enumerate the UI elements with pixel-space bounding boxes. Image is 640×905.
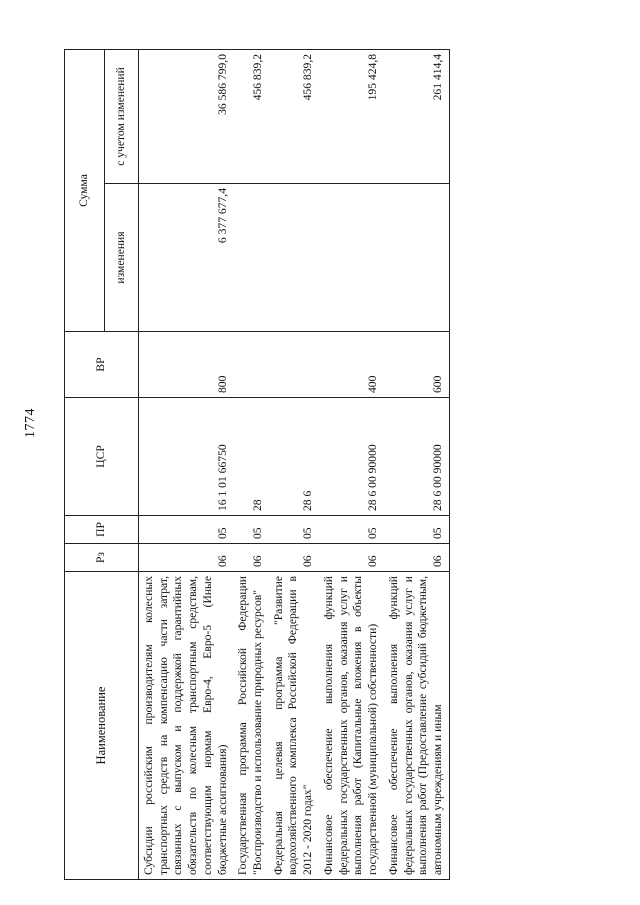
row-pr: 05 <box>233 516 268 544</box>
row-vr: 800 <box>139 332 234 398</box>
table-row <box>139 49 234 879</box>
row-change <box>233 184 268 332</box>
row-name: Федеральная целевая программа "Развитие водохозяйственного комплекса Российской Федерации в 2012 - 2020 годах" <box>269 572 319 880</box>
table-row <box>269 49 319 879</box>
header-csr: ЦСР <box>65 398 139 516</box>
row-with-change: 36 586 799,0 <box>139 49 234 183</box>
header-pr: ПР <box>65 516 139 544</box>
row-with-change: 456 839,2 <box>233 49 268 183</box>
row-csr: 28 6 00 90000 <box>384 398 449 516</box>
row-vr <box>233 332 268 398</box>
page-number: 1774 <box>23 408 38 438</box>
row-pr: 05 <box>269 516 319 544</box>
table-row <box>384 49 449 879</box>
row-pr: 05 <box>139 516 234 544</box>
row-with-change: 261 414,4 <box>384 49 449 183</box>
row-rz: 06 <box>319 544 384 572</box>
table-row <box>233 49 268 879</box>
header-sum: Сумма <box>65 49 105 331</box>
row-rz: 06 <box>139 544 234 572</box>
row-csr: 16 1 01 66750 <box>139 398 234 516</box>
row-csr: 28 <box>233 398 268 516</box>
budget-table <box>64 49 450 880</box>
row-vr: 600 <box>384 332 449 398</box>
row-pr: 05 <box>384 516 449 544</box>
row-name: Государственная программа Российской Федерации "Воспроизводство и использование природных ресурсов" <box>233 572 268 880</box>
header-change: изменения <box>105 184 139 332</box>
header-with-change: с учетом изменений <box>105 49 139 183</box>
row-with-change: 456 839,2 <box>269 49 319 183</box>
table-row <box>319 49 384 879</box>
row-pr: 05 <box>319 516 384 544</box>
header-vr: ВР <box>65 332 139 398</box>
header-rz: Рз <box>65 544 139 572</box>
row-csr: 28 6 00 90000 <box>319 398 384 516</box>
row-rz: 06 <box>233 544 268 572</box>
row-vr: 400 <box>319 332 384 398</box>
row-name: Субсидии российским производителям колесных транспортных средств на компенсацию части затрат, связанных с выпуском и поддержкой гарантийных обязательств по колесным транспортным средствам, соответствующим нормам Евро-4, Евро-5 (Иные бюджетные ассигнования) <box>139 572 234 880</box>
header-name: Наименование <box>65 572 139 880</box>
row-csr: 28 6 <box>269 398 319 516</box>
row-change <box>384 184 449 332</box>
row-with-change: 195 424,8 <box>319 49 384 183</box>
row-vr <box>269 332 319 398</box>
row-change <box>319 184 384 332</box>
row-change: 6 377 677,4 <box>139 184 234 332</box>
row-change <box>269 184 319 332</box>
row-rz: 06 <box>384 544 449 572</box>
row-name: Финансовое обеспечение выполнения функций федеральных государственных органов, оказания услуг и выполнения работ (Капитальные вложения в объекты государственной (муниципальной) собственности) <box>319 572 384 880</box>
rotated-page-content <box>64 50 609 880</box>
row-name: Финансовое обеспечение выполнения функций федеральных государственных органов, оказания услуг и выполнения работ (Предоставление субсидий бюджетным, автономным учреждениям и иным <box>384 572 449 880</box>
row-rz: 06 <box>269 544 319 572</box>
